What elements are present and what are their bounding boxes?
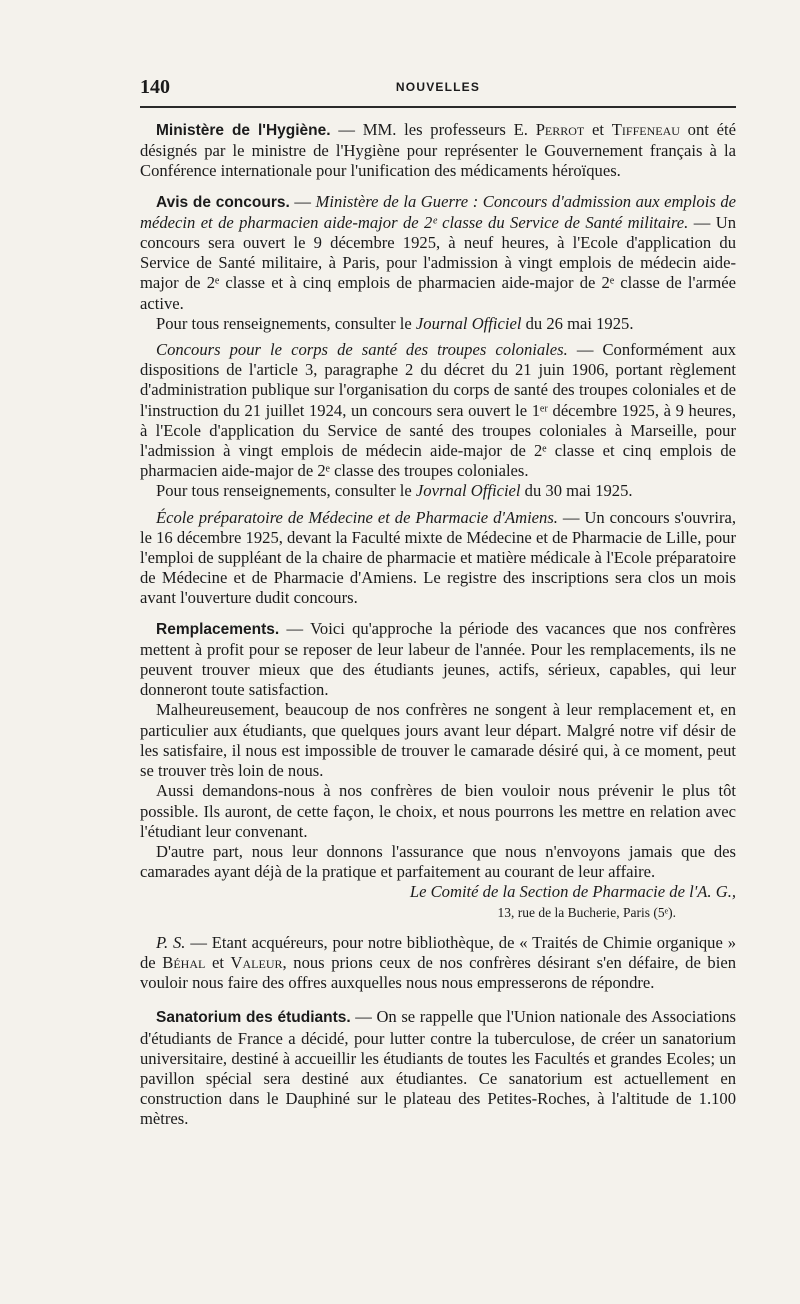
paragraph: Pour tous renseignements, consulter le Jovrnal Officiel du 30 mai 1925.	[156, 481, 633, 501]
article-body	[140, 120, 736, 1130]
section-heading: Avis de concours.	[156, 193, 290, 211]
person-name: Tiffeneau	[611, 120, 680, 139]
paragraph: Aussi demandons-nous à nos confrères de bien vouloir nous prévenir le plus tôt possible. Ils auront, de cette façon, le choix, et nous pourrons les mettre en relation avec l'étudiant leur convenant.	[140, 781, 736, 841]
paragraph: Sanatorium des étudiants. — On se rappelle que l'Union nationale des Associations d'étudiants de France a décidé, pour lutter contre la tuberculose, de créer un sanatorium universitaire, destiné à accueillir les étudiants de toutes les Facultés et grandes Ecoles; un pavillon spécial sera destiné aux étudiantes. Ce sanatorium est actuellement en construction dans le Dauphiné sur le plateau des Petites-Roches, à l'altitude de 1.100 mètres.	[140, 1007, 736, 1129]
paragraph: Malheureusement, beaucoup de nos confrères ne songent à leur remplacement et, en particulier aux étudiants, que quelques jours avant leur départ. Malgré notre vif désir de les satisfaire, il nous est impossible de trouver le camarade désiré qui, à ce moment, peut se trouver très loin de nous.	[140, 700, 736, 781]
paragraph: Avis de concours. — Ministère de la Guerre : Concours d'admission aux emplois de médecin et de pharmacien aide-major de 2ᵉ classe du Service de Santé militaire. — Un concours sera ouvert le 9 décembre 1925, à neuf heures, à l'Ecole d'application du Service de Santé militaire, à Paris, pour l'admission à vingt emplois de médecin aide-major de 2ᵉ classe et à cinq emplois de pharmacien aide-major de 2ᵉ classe de l'armée active.	[140, 191, 737, 313]
subheading: P. S.	[156, 932, 186, 952]
paragraph: Ministère de l'Hygiène. — MM. les professeurs E. Perrot et Tiffeneau ont été désignés par le ministre de l'Hygiène pour représenter le Gouvernement français à la Conférence internationale pour l'unification des médicaments héroïques.	[140, 120, 736, 181]
subheading: École préparatoire de Médecine et de Pharmacie d'Amiens.	[156, 507, 558, 527]
section-heading: Remplacements.	[156, 620, 280, 638]
section-heading: Ministère de l'Hygiène.	[156, 122, 331, 139]
page-number: 140	[140, 76, 170, 98]
paragraph: Pour tous renseignements, consulter le Journal Officiel du 26 mai 1925.	[156, 313, 634, 333]
section-troupes-coloniales	[140, 340, 736, 502]
section-ministere-hygiene	[140, 120, 736, 182]
section-sanatorium	[140, 1007, 736, 1129]
paragraph: D'autre part, nous leur donnons l'assurance que nous n'envoyons jamais que des camarades ayant déjà de la pratique et parfaitement au courant de leur affaire.	[140, 841, 736, 882]
paragraph: Concours pour le corps de santé des troupes coloniales. — Conformément aux dispositions de l'article 3, paragraphe 2 du décret du 21 juin 1906, portant règlement d'administration publique sur l'organisation du corps de santé des troupes coloniales et de l'instruction du 21 juillet 1924, un concours sera ouvert le 1ᵉʳ décembre 1925, à 9 heures, à l'Ecole d'application du Service de santé des troupes coloniales à Marseille, pour l'admission à vingt emplois de médecin aide-major de 2ᵉ classe et cinq emplois de pharmacien aide-major de 2ᵉ classe des troupes coloniales.	[140, 340, 736, 481]
address: 13, rue de la Bucherie, Paris (5ᵉ).	[497, 904, 676, 920]
section-ecole-amiens	[140, 508, 736, 609]
signature: Le Comité de la Section de Pharmacie de l'A. G.,	[409, 882, 736, 902]
section-remplacements	[140, 619, 736, 923]
person-name: Béhal	[162, 952, 206, 972]
paragraph: École préparatoire de Médecine et de Pharmacie d'Amiens. — Un concours s'ouvrira, le 16 décembre 1925, devant la Faculté mixte de Médecine et de Pharmacie de Lille, pour l'emploi de suppléant de la chaire de pharmacie et matière médicale à l'Ecole préparatoire de Médecine et de Pharmacie d'Amiens. Le registre des inscriptions sera clos un mois avant l'ouverture dudit concours.	[140, 507, 736, 608]
subheading: Concours pour le corps de santé des troupes coloniales.	[156, 340, 568, 360]
running-header	[140, 72, 736, 102]
running-title: NOUVELLES	[395, 80, 481, 94]
section-post-scriptum	[140, 933, 736, 994]
section-avis-concours	[140, 192, 736, 334]
person-name: Valeur	[230, 952, 283, 972]
person-name: Perrot	[535, 120, 585, 139]
header-rule	[140, 106, 736, 108]
paragraph: Remplacements. — Voici qu'approche la période des vacances que nos confrères mettent à profit pour se reposer de leur labeur de l'année. Pour les remplacements, ils ne peuvent trouver mieux que des étudiants jeunes, actifs, sérieux, capables, qui leur donneront toute satisfaction.	[140, 618, 736, 700]
paragraph: P. S. — Etant acquéreurs, pour notre bibliothèque, de « Traités de Chimie organique » de Béhal et Valeur, nous prions ceux de nos confrères désirant s'en défaire, de bien vouloir nous faire des offres auxquelles nous nous empresserons de répondre.	[140, 932, 736, 993]
section-heading: Sanatorium des étudiants.	[156, 1009, 351, 1027]
subheading: Ministère de la Guerre : Concours d'admission aux emplois de médecin et de pharmacien aide-major de 2ᵉ classe du Service de Santé militaire.	[140, 191, 737, 232]
